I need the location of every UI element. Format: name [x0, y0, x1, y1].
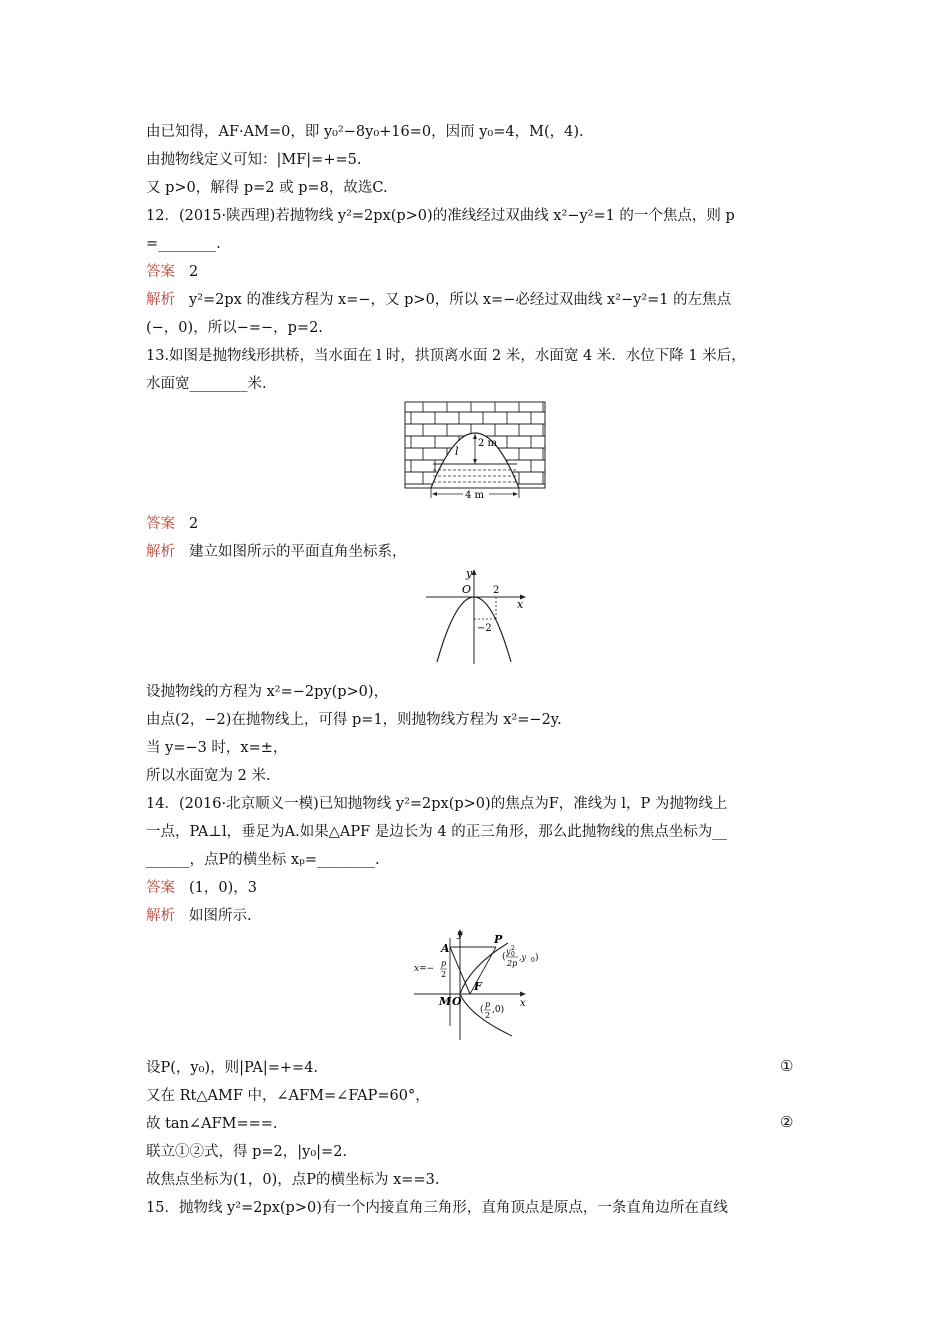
text-line: 又 p>0，解得 p=2 或 p=8，故选C. — [146, 180, 388, 196]
p-coord-y0sq: y — [506, 947, 511, 956]
width-label: 4 m — [465, 490, 485, 501]
problem-13: 13.如图是抛物线形拱桥，当水面在 l 时，拱顶离水面 2 米，水面宽 4 米．水位下降 1 米后， — [146, 348, 746, 364]
text-line: 水面宽________米. — [146, 376, 267, 392]
equation-mark-1: ① — [780, 1057, 794, 1075]
fraction-numerator: p — [441, 959, 447, 968]
answer-line — [146, 261, 198, 283]
text-line: 由已知得，AF·AM=0，即 y₀²−8y₀+16=0，因而 y₀=4，M(，4). — [146, 124, 584, 140]
tick-label: 2 — [493, 585, 500, 596]
point-p-label: P — [494, 933, 503, 946]
analysis-label: 解析 — [146, 908, 175, 924]
directrix-label: x=− — [414, 964, 435, 974]
height-label: 2 m — [478, 438, 498, 449]
text-line: =________. — [146, 236, 221, 252]
analysis-line — [146, 905, 252, 927]
water-level-label: l — [455, 445, 459, 458]
p-coord-sup: 2 — [511, 945, 515, 952]
fraction-denominator: 2 — [441, 970, 447, 979]
arch-bridge-figure — [403, 400, 547, 504]
analysis-line — [146, 289, 731, 311]
x-axis-label: x — [517, 598, 524, 611]
p-coord-2p: 2p — [507, 959, 518, 968]
text-line: 由点(2，−2)在抛物线上，可得 p=1，则抛物线方程为 x²=−2y. — [146, 712, 562, 728]
answer-line — [146, 513, 198, 535]
origin-label: O — [452, 995, 462, 1008]
answer-label: 答案 — [146, 264, 175, 280]
analysis-text: 如图所示. — [189, 908, 252, 924]
p-coord-y0-sub: 0 — [531, 957, 535, 964]
f-coord-den: 2 — [485, 1011, 491, 1020]
answer-label: 答案 — [146, 880, 175, 896]
problem-15: 15．抛物线 y²=2px(p>0)有一个内接直角三角形，直角顶点是原点，一条直角边所在直线 — [146, 1200, 728, 1216]
y-axis-label: y — [466, 567, 473, 580]
parabola-coordinate-figure — [420, 564, 530, 666]
p-coord-sub: 0 — [511, 951, 515, 958]
tick-label: −2 — [477, 623, 492, 634]
text-line: 一点，PA⊥l，垂足为A.如果△APF 是边长为 4 的正三角形，那么此抛物线的焦点坐标为__ — [146, 824, 727, 840]
text-line: 故焦点坐标为(1，0)，点P的横坐标为 x==3. — [146, 1172, 440, 1188]
text-line: 由抛物线定义可知：|MF|=+=5. — [146, 152, 362, 168]
text-line: 故 tan∠AFM===. — [146, 1116, 278, 1132]
analysis-text: y²=2px 的准线方程为 x=−，又 p>0，所以 x=−必经过双曲线 x²−y²=1 的左焦点 — [189, 292, 732, 308]
text-line: 所以水面宽为 2 米. — [146, 768, 271, 784]
answer-value: 2 — [189, 516, 199, 532]
p-coord-close: ) — [535, 953, 539, 963]
text-line: 当 y=−3 时，x=±， — [146, 740, 288, 756]
text-line: 设抛物线的方程为 x²=−2py(p>0)， — [146, 684, 389, 700]
p-coord-y0: ,y — [519, 953, 527, 962]
analysis-line — [146, 541, 407, 563]
x-axis-label: x — [520, 998, 526, 1009]
text-line: (−，0)，所以−=−，p=2. — [146, 320, 323, 336]
origin-label: O — [462, 583, 472, 596]
text-line: 设P(，y₀)，则|PA|=+=4. — [146, 1060, 319, 1076]
point-m-label: M — [439, 995, 452, 1008]
focus-triangle-figure — [412, 926, 544, 1042]
f-coord-close: ,0) — [492, 1005, 505, 1015]
f-coord-num: p — [485, 1000, 491, 1009]
problem-14: 14．(2016·北京顺义一模)已知抛物线 y²=2px(p>0)的焦点为F，准线为 l，P 为抛物线上 — [146, 796, 728, 812]
y-axis-label: y — [457, 929, 463, 940]
text-line: 又在 Rt△AMF 中，∠AFM=∠FAP=60°， — [146, 1088, 430, 1104]
answer-value: (1，0)，3 — [189, 880, 257, 896]
analysis-label: 解析 — [146, 544, 175, 560]
answer-value: 2 — [189, 264, 199, 280]
analysis-text: 建立如图所示的平面直角坐标系， — [189, 544, 407, 560]
analysis-label: 解析 — [146, 292, 175, 308]
text-line: ______，点P的横坐标 xₚ=________. — [146, 852, 380, 868]
p-coord-open: ( — [502, 952, 506, 962]
equation-mark-2: ② — [780, 1113, 794, 1131]
answer-label: 答案 — [146, 516, 175, 532]
text-line: 联立①②式，得 p=2，|y₀|=2. — [146, 1144, 348, 1160]
point-f-label: F — [474, 980, 482, 993]
answer-line — [146, 877, 257, 899]
f-coord-open: ( — [480, 1005, 484, 1015]
point-a-label: A — [441, 942, 450, 955]
problem-12: 12．(2015·陕西理)若抛物线 y²=2px(p>0)的准线经过双曲线 x²−y²=1 的一个焦点，则 p — [146, 208, 735, 224]
